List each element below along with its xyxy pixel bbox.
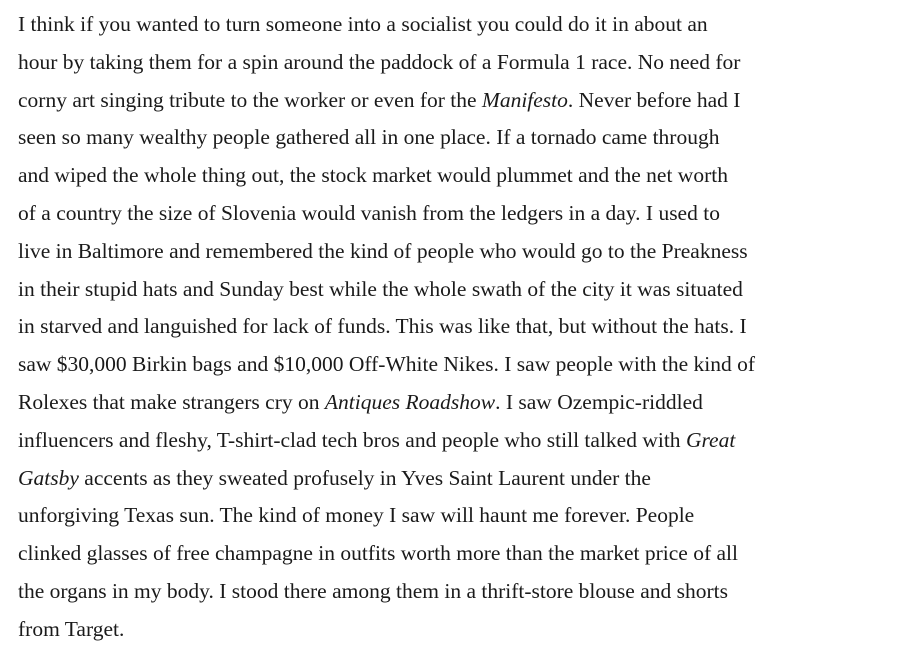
text-line: I think if you wanted to turn someone into a socialist you could do it in about an	[18, 12, 708, 36]
text-run: . I saw Ozempic-riddled	[495, 389, 703, 414]
text-line	[18, 460, 906, 498]
text-run: corny art singing tribute to the worker or even for the	[18, 87, 482, 112]
text-line	[18, 422, 906, 460]
text-line: in their stupid hats and Sunday best while the whole swath of the city it was situated	[18, 276, 743, 301]
text-run: . Never before had I	[567, 87, 741, 112]
italic-title-great-gatsby-part1: Great	[685, 427, 736, 452]
italic-title-great-gatsby-part2: Gatsby	[18, 465, 79, 490]
text-line	[18, 82, 906, 120]
text-run: Rolexes that make strangers cry on	[18, 389, 325, 414]
text-run: accents as they sweated profusely in Yves Saint Laurent under the	[78, 465, 651, 490]
text-line: clinked glasses of free champagne in outfits worth more than the market price of all	[18, 541, 738, 566]
text-line: hour by taking them for a spin around the paddock of a Formula 1 race. No need for	[18, 49, 741, 74]
text-line: live in Baltimore and remembered the kind of people who would go to the Preakness	[18, 238, 748, 263]
text-line: the organs in my body. I stood there among them in a thrift-store blouse and shorts	[18, 578, 728, 603]
text-line: unforgiving Texas sun. The kind of money I saw will haunt me forever. People	[18, 503, 695, 528]
text-line: seen so many wealthy people gathered all in one place. If a tornado came through	[18, 125, 720, 150]
italic-title-antiques-roadshow: Antiques Roadshow	[324, 389, 496, 414]
text-line: of a country the size of Slovenia would vanish from the ledgers in a day. I used to	[18, 200, 720, 225]
text-run: influencers and fleshy, T-shirt-clad tech bros and people who still talked with	[18, 427, 686, 452]
paragraph	[18, 6, 906, 649]
text-line: from Target.	[18, 616, 125, 641]
text-line: in starved and languished for lack of funds. This was like that, but without the hats. I	[18, 314, 747, 339]
italic-title-manifesto: Manifesto	[481, 87, 568, 112]
text-line: saw $30,000 Birkin bags and $10,000 Off-White Nikes. I saw people with the kind of	[18, 352, 756, 377]
text-line	[18, 384, 906, 422]
text-line: and wiped the whole thing out, the stock market would plummet and the net worth	[18, 163, 728, 188]
